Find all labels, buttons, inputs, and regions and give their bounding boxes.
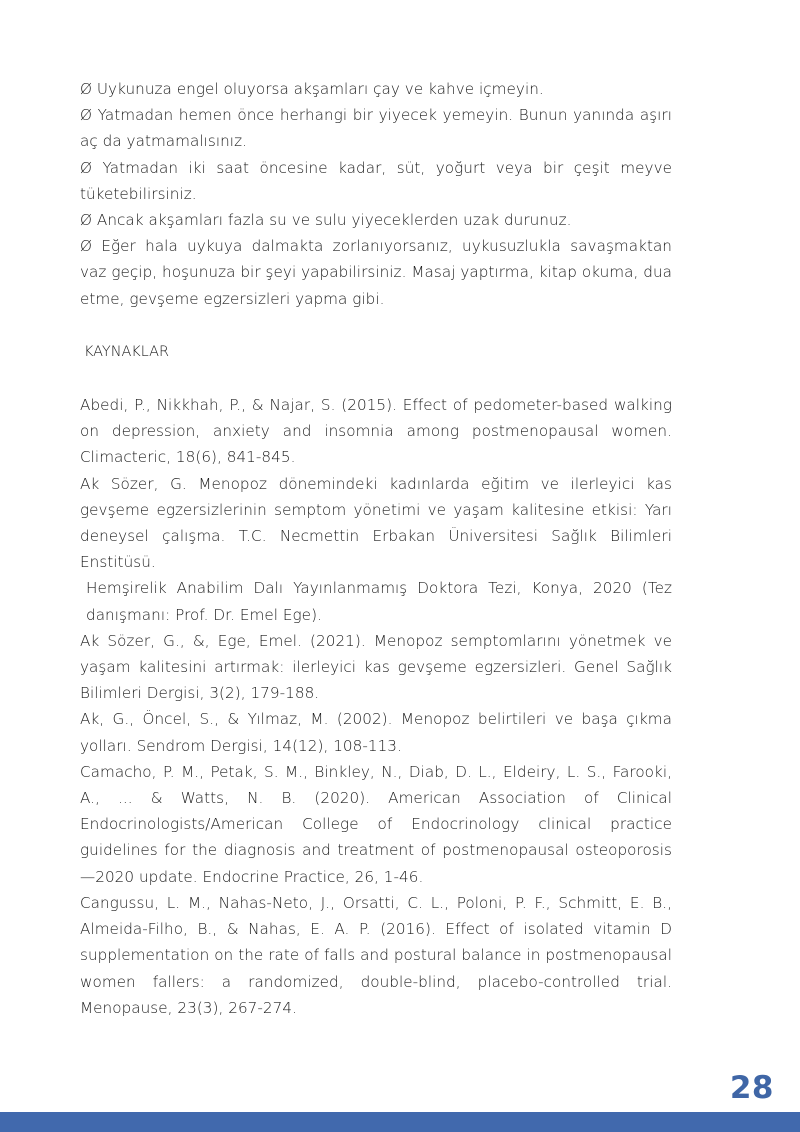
- references-heading: KAYNAKLAR: [84, 343, 169, 360]
- bullet-item: Ø Ancak akşamları fazla su ve sulu yiyeceklerden uzak durunuz.: [80, 211, 572, 230]
- page-content: [80, 76, 672, 1021]
- reference-list: [80, 392, 672, 1021]
- reference-item: Abedi, P., Nikkhah, P., & Najar, S. (2015). Effect of pedometer-based walking on depression, anxiety and insomnia among postmenopausal women. Climacteric, 18(6), 841-845.: [80, 396, 672, 467]
- reference-item: Cangussu, L. M., Nahas-Neto, J., Orsatti, C. L., Poloni, P. F., Schmitt, E. B., Almeida-Filho, B., & Nahas, E. A. P. (2016). Effect of isolated vitamin D supplementation on the rate of falls and postural balance in postmenopausal women fallers: a randomized, double-blind, placebo-controlled trial. Menopause, 23(3), 267-274.: [80, 893, 672, 1017]
- bullet-list: [80, 76, 672, 312]
- reference-item: Ak, G., Öncel, S., & Yılmaz, M. (2002). Menopoz belirtileri ve başa çıkma yolları. Sendrom Dergisi, 14(12), 108-113.: [80, 710, 672, 755]
- bullet-item: Ø Uykunuza engel oluyorsa akşamları çay ve kahve içmeyin.: [80, 80, 544, 98]
- reference-item: Camacho, P. M., Petak, S. M., Binkley, N., Diab, D. L., Eldeiry, L. S., Farooki, A., ... & Watts, N. B. (2020). American Association of Clinical Endocrinologists/American College of Endocrinology clinical practice guidelines for the diagnosis and treatment of postmenopausal osteoporosis—2020 update. Endocrine Practice, 26, 1-46.: [80, 762, 672, 886]
- reference-item: Hemşirelik Anabilim Dalı Yayınlanmamış Doktora Tezi, Konya, 2020 (Tez danışmanı: Prof. Dr. Emel Ege).: [86, 579, 672, 624]
- footer-bar: [0, 1112, 800, 1132]
- bullet-item: Ø Yatmadan hemen önce herhangi bir yiyecek yemeyin. Bunun yanında aşırı aç da yatmamalısınız.: [80, 106, 672, 151]
- reference-item: Ak Sözer, G. Menopoz dönemindeki kadınlarda eğitim ve ilerleyici kas gevşeme egzersizlerinin semptom yönetimi ve yaşam kalitesine etkisi: Yarı deneysel çalışma. T.C. Necmettin Erbakan Üniversitesi Sağlık Bilimleri Enstitüsü.: [80, 474, 672, 572]
- bullet-item: Ø Yatmadan iki saat öncesine kadar, süt, yoğurt veya bir çeşit meyve tüketebilirsiniz.: [80, 158, 672, 203]
- bullet-item: Ø Eğer hala uykuya dalmakta zorlanıyorsanız, uykusuzlukla savaşmaktan vaz geçip, hoşunuza bir şeyi yapabilirsiniz. Masaj yaptırma, kitap okuma, dua etme, gevşeme egzersizleri yapma gibi.: [80, 237, 672, 308]
- page-number: 28: [729, 1070, 774, 1106]
- reference-item: Ak Sözer, G., &, Ege, Emel. (2021). Menopoz semptomlarını yönetmek ve yaşam kalitesini artırmak: ilerleyici kas gevşeme egzersizleri. Genel Sağlık Bilimleri Dergisi, 3(2), 179-188.: [80, 631, 672, 703]
